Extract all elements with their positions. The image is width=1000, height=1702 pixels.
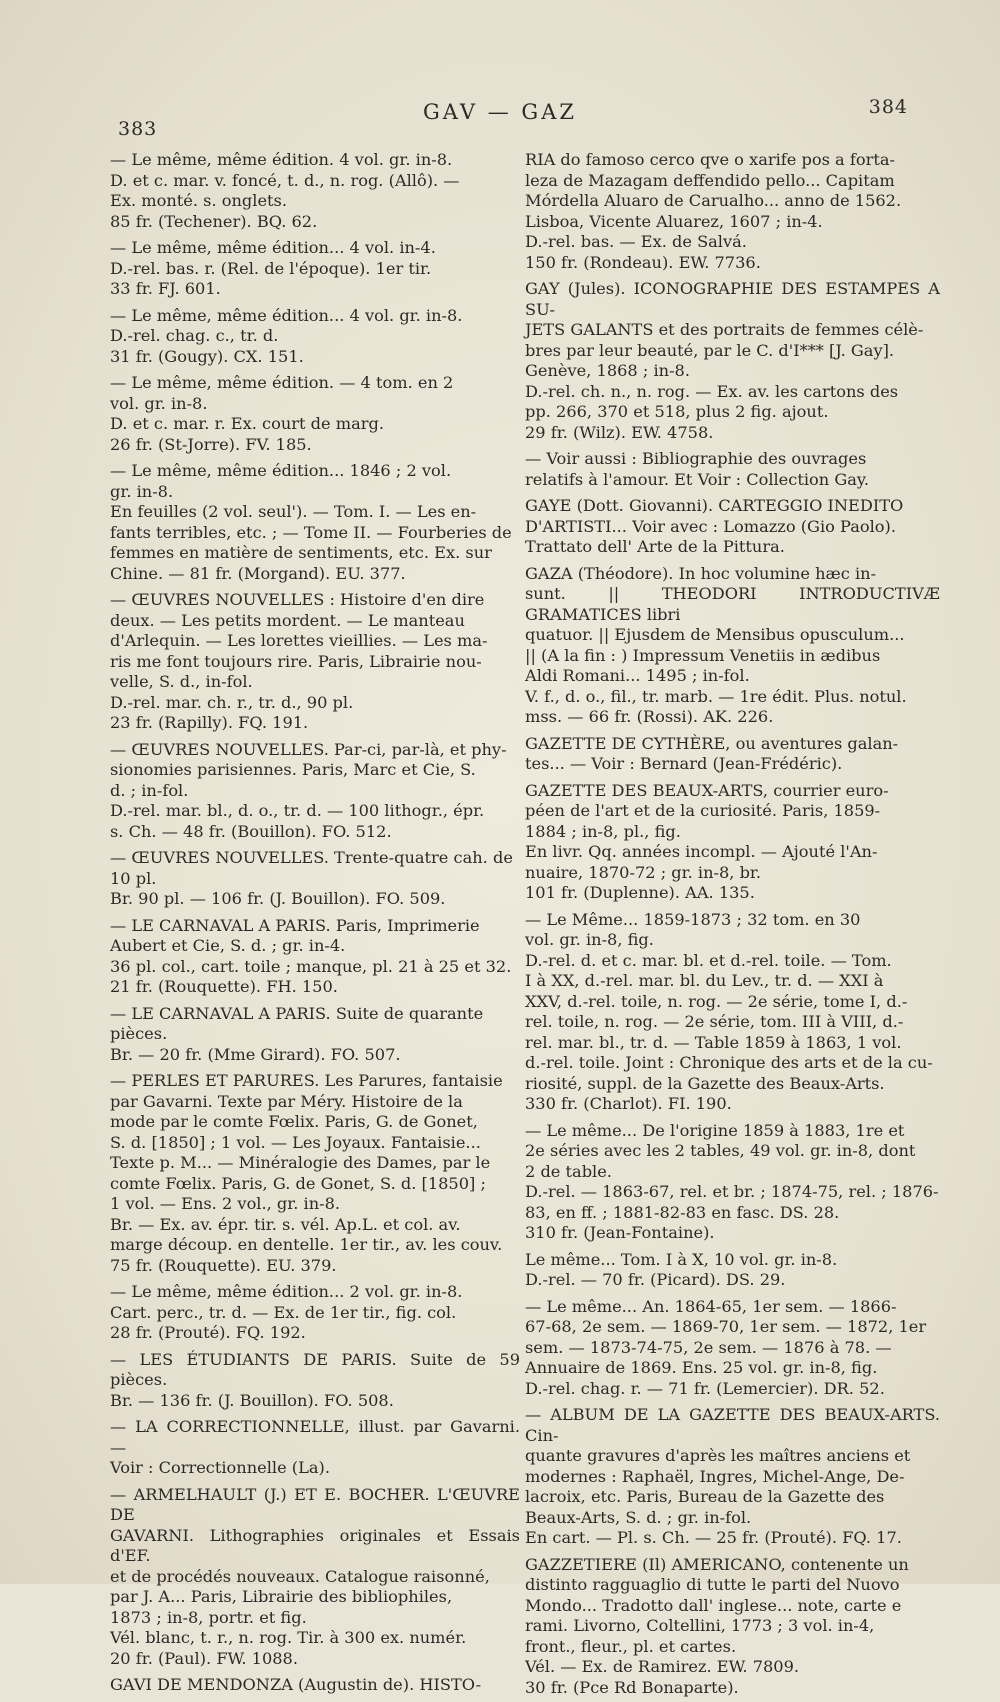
catalogue-entry: — Le Même... 1859-1873 ; 32 tom. en 30 vol. gr. in-8, fig. D.-rel. d. et c. mar. bl. et d.-rel. toile. — Tom. I à XX, d.-rel. mar. bl. du Lev., tr. d. — XXI à XXV, d.-rel. toile, n. rog. — 2e série, tome I, d.- rel. toile, n. rog. — 2e série, tom. III à VIII, d.- rel. mar. bl., tr. d. — Table 1859 à 1863, 1 vol. d.-rel. toile. Joint : Chronique des arts et de la cu- riosité, suppl. de la Gazette des Beaux-Arts. 330 fr. (Charlot). FI. 190. [525, 909, 933, 1113]
left-page-number: 383 [118, 118, 158, 140]
catalogue-entry: — Le même, même édition... 4 vol. in-4. D.-rel. bas. r. (Rel. de l'époque). 1er tir. 33 fr. FJ. 601. [110, 238, 436, 298]
catalogue-entry: — ŒUVRES NOUVELLES : Histoire d'en dire deux. — Les petits mordent. — Le manteau d'Arlequin. — Les lorettes vieillies. — Les ma- ris me font toujours rire. Paris, Librairie nou- velle, S. d., in-fol. D.-rel. mar. ch. r., tr. d., 90 pl. 23 fr. (Rapilly). FQ. 191. [110, 590, 488, 732]
catalogue-entry: — Le même, même édition. 4 vol. gr. in-8. D. et c. mar. v. foncé, t. d., n. rog. (Allô). — Ex. monté. s. onglets. 85 fr. (Techener). BQ. 62. [110, 150, 460, 231]
catalogue-entry: GAYE (Dott. Giovanni). CARTEGGIO INEDITO D'ARTISTI... Voir avec : Lomazzo (Gio Paolo). Trattato dell' Arte de la Pittura. [525, 496, 904, 556]
catalogue-entry: — Le même, même édition... 1846 ; 2 vol. gr. in-8. En feuilles (2 vol. seul'). — Tom. I. — Les en- fants terribles, etc. ; — Tome II. — Fourberies de femmes en matière de sentiments, etc. Ex. sur Chine. — 81 fr. (Morgand). EU. 377. [110, 461, 512, 583]
catalogue-entry: — PERLES ET PARURES. Les Parures, fantaisie par Gavarni. Texte par Méry. Histoire de la mode par le comte Fœlix. Paris, G. de Gonet, S. d. [1850] ; 1 vol. — Les Joyaux. Fantaisie... Texte p. M... — Minéralogie des Dames, par le comte Fœlix. Paris, G. de Gonet, S. d. [1850] ; 1 vol. — Ens. 2 vol., gr. in-8. Br. — Ex. av. épr. tir. s. vél. Ap.L. et col. av. marge découp. en dentelle. 1er tir., av. les couv. 75 fr. (Rouquette). EU. 379. [110, 1071, 503, 1275]
catalogue-entry: GAZZETIERE (Il) AMERICANO, contenente un distinto ragguaglio di tutte le parti del Nuovo Mondo... Tradotto dall' inglese... note, carte e rami. Livorno, Coltellini, 1773 ; 3 vol. in-4, front., fleur., pl. et cartes. Vél. — Ex. de Ramirez. EW. 7809. 30 fr. (Pce Rd Bonaparte). [525, 1554, 909, 1697]
catalogue-entry: — LE CARNAVAL A PARIS. Suite de quarante pièces. Br. — 20 fr. (Mme Girard). FO. 507. [110, 1003, 484, 1064]
catalogue-entry: — ŒUVRES NOUVELLES. Par-ci, par-là, et phy- sionomies parisiennes. Paris, Marc et Cie, S. d. ; in-fol. D.-rel. mar. bl., d. o., tr. d. — 100 lithogr., épr. s. Ch. — 48 fr. (Bouillon). FO. 512. [110, 739, 507, 841]
catalogue-entry: GAVI DE MENDONZA (Augustin de). HISTO- [110, 1675, 482, 1694]
running-title: GAV — GAZ [423, 100, 577, 124]
catalogue-entry: GAZETTE DES BEAUX-ARTS, courrier euro- péen de l'art et de la curiosité. Paris, 1859- 1884 ; in-8, pl., fig. En livr. Qq. années incompl. — Ajouté l'An- nuaire, 1870-72 ; gr. in-8, br. 101 fr. (Duplenne). AA. 135. [525, 780, 889, 902]
left-column [110, 150, 520, 1700]
catalogue-entry: — ARMELHAULT (J.) ET E. BOCHER. L'ŒUVRE DE GAVARNI. Lithographies originales et Essais d'EF. et de procédés nouveaux. Catalogue raisonné, par J. A... Paris, Librairie des bibliophiles, 1873 ; in-8, portr. et fig. Vél. blanc, t. r., n. rog. Tir. à 300 ex. numér. 20 fr. (Paul). FW. 1088. [110, 1484, 520, 1668]
catalogue-entry: — Le même... De l'origine 1859 à 1883, 1re et 2e séries avec les 2 tables, 49 vol. gr. in-8, dont 2 de table. D.-rel. — 1863-67, rel. et br. ; 1874-75, rel. ; 1876- 83, en ff. ; 1881-82-83 en fasc. DS. 28. 310 fr. (Jean-Fontaine). [525, 1120, 939, 1242]
catalogue-entry: — Voir aussi : Bibliographie des ouvrages relatifs à l'amour. Et Voir : Collection Gay. [525, 449, 870, 489]
catalogue-entry: Le même... Tom. I à X, 10 vol. gr. in-8. D.-rel. — 70 fr. (Picard). DS. 29. [525, 1249, 838, 1289]
catalogue-entry: — LE CARNAVAL A PARIS. Paris, Imprimerie Aubert et Cie, S. d. ; gr. in-4. 36 pl. col., cart. toile ; manque, pl. 21 à 25 et 32. 21 fr. (Rouquette). FH. 150. [110, 915, 512, 996]
catalogue-entry: — Le même, même édition... 2 vol. gr. in-8. Cart. perc., tr. d. — Ex. de 1er tir., fig. col. 28 fr. (Prouté). FQ. 192. [110, 1282, 463, 1342]
catalogue-entry: — Le même, même édition... 4 vol. gr. in-8. D.-rel. chag. c., tr. d. 31 fr. (Gougy). CX. 151. [110, 305, 463, 366]
right-column [525, 150, 940, 1702]
catalogue-entry: GAZETTE DE CYTHÈRE, ou aventures galan- tes... — Voir : Bernard (Jean-Frédéric). [525, 733, 899, 773]
catalogue-entry: — Le même... An. 1864-65, 1er sem. — 1866- 67-68, 2e sem. — 1869-70, 1er sem. — 1872, 1er sem. — 1873-74-75, 2e sem. — 1876 à 78. — Annuaire de 1869. Ens. 25 vol. gr. in-8, fig. D.-rel. chag. r. — 71 fr. (Lemercier). DR. 52. [525, 1296, 927, 1398]
catalogue-entry: GAZA (Théodore). In hoc volumine hæc in- sunt. || THEODORI INTRODUCTIVÆ GRAMATICES libri quatuor. || Ejusdem de Mensibus opusculum... || (A la fin : ) Impressum Venetiis in ædibus Aldi Romani... 1495 ; in-fol. V. f., d. o., fil., tr. marb. — 1re édit. Plus. notul. mss. — 66 fr. (Rossi). AK. 226. [525, 563, 940, 726]
catalogue-entry: — ŒUVRES NOUVELLES. Trente-quatre cah. de 10 pl. Br. 90 pl. — 106 fr. (J. Bouillon). FO. 509. [110, 848, 513, 908]
catalogue-entry: GAY (Jules). ICONOGRAPHIE DES ESTAMPES A SU- JETS GALANTS et des portraits de femmes célè- bres par leur beauté, par le C. d'I*** [J. Gay]. Genève, 1868 ; in-8. D.-rel. ch. n., n. rog. — Ex. av. les cartons des pp. 266, 370 et 518, plus 2 fig. ajout. 29 fr. (Wilz). EW. 4758. [525, 279, 940, 442]
catalogue-entry: RIA do famoso cerco qve o xarife pos a forta- leza de Mazagam deffendido pello... Capitam Mórdella Aluaro de Carualho... anno de 1562. Lisboa, Vicente Aluarez, 1607 ; in-4. D.-rel. bas. — Ex. de Salvá. 150 fr. (Rondeau). EW. 7736. [525, 150, 902, 272]
right-page-number: 384 [868, 96, 908, 118]
catalogue-entry: — Le même, même édition. — 4 tom. en 2 vol. gr. in-8. D. et c. mar. r. Ex. court de marg. 26 fr. (St-Jorre). FV. 185. [110, 373, 454, 454]
catalogue-entry: — ALBUM DE LA GAZETTE DES BEAUX-ARTS. Cin- quante gravures d'après les maîtres anciens et modernes : Raphaël, Ingres, Michel-Ange, De- lacroix, etc. Paris, Bureau de la Gazette des Beaux-Arts, S. d. ; gr. in-fol. En cart. — Pl. s. Ch. — 25 fr. (Prouté). FQ. 17. [525, 1405, 940, 1547]
catalogue-entry: — LA CORRECTIONNELLE, illust. par Gavarni. — Voir : Correctionnelle (La). [110, 1417, 520, 1477]
catalogue-entry: — LES ÉTUDIANTS DE PARIS. Suite de 59 pièces. Br. — 136 fr. (J. Bouillon). FO. 508. [110, 1349, 520, 1410]
